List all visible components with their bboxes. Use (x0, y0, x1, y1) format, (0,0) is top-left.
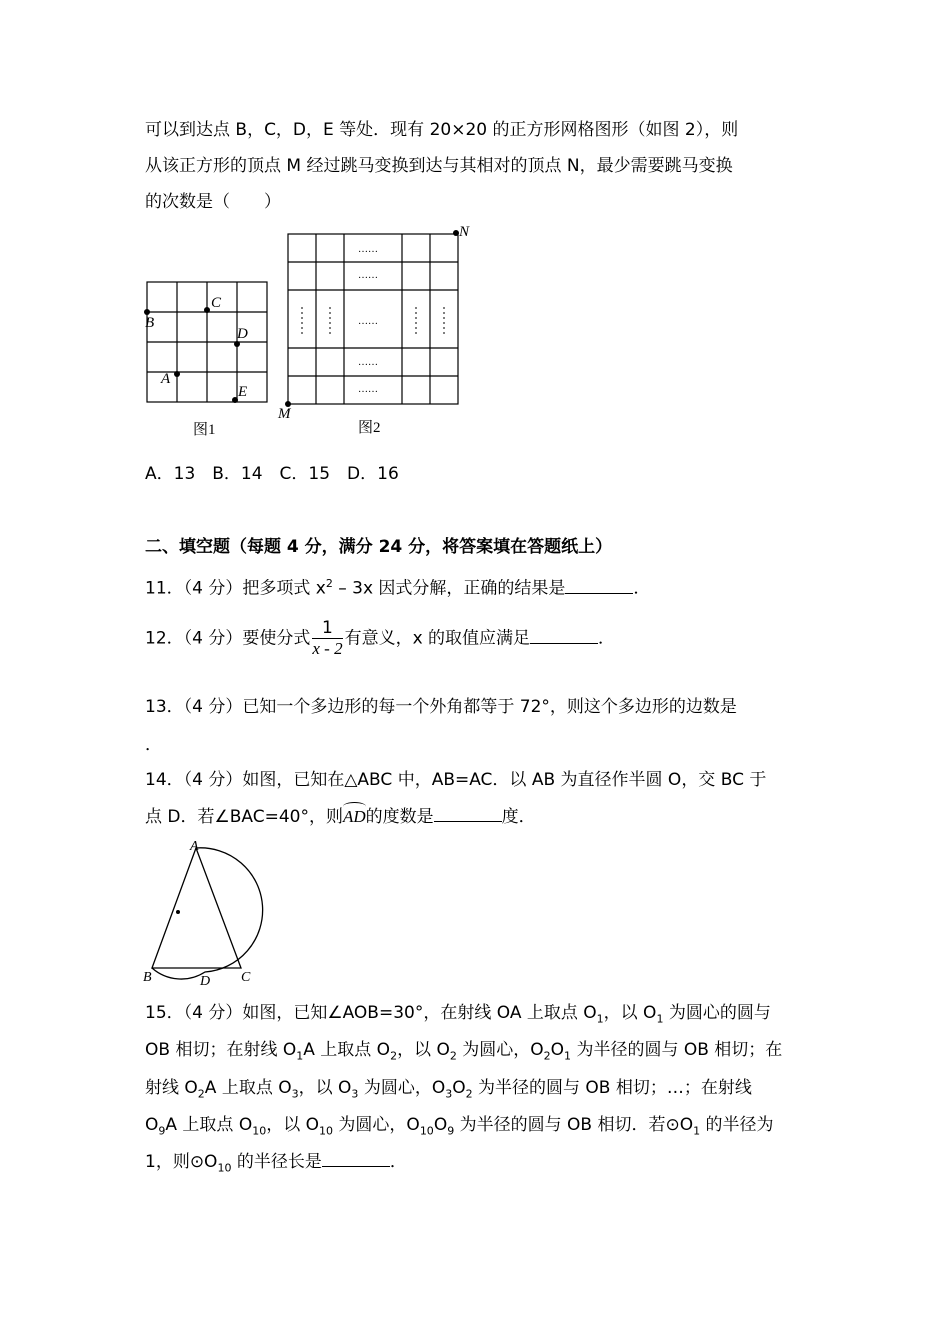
label-d: D (237, 326, 248, 342)
figure-2 (275, 222, 475, 437)
label-a: A (190, 839, 199, 854)
point-c (204, 307, 210, 313)
figure-1 (140, 275, 280, 440)
svg-text:……: …… (358, 244, 378, 255)
svg-text:……: …… (358, 316, 378, 327)
fig1-caption: 图1 (193, 422, 216, 438)
label-a: A (161, 371, 171, 387)
q15-line4: $O_9A$ 上取点 $O_{10}$，以 $O_{10}$ 为圆心，$O_{10}O_9$ 为半径的圆与 OB 相切．若$⊙O_1$ 的半径为 (145, 1115, 774, 1138)
label-b: B (145, 315, 155, 331)
q15-line1: 15．（4 分）如图，已知∠AOB=30°，在射线 OA 上取点 $O_1$，以 $O_1$ 为圆心的圆与 (145, 1003, 771, 1026)
label-e: E (238, 384, 248, 400)
q15-line3: 射线 $O_2A$ 上取点 $O_3$，以 $O_3$ 为圆心，$O_3O_2$ 为半径的圆与 OB 相切；…；在射线 (145, 1078, 752, 1101)
q13-line2: ． (145, 735, 162, 755)
figure-q14 (140, 838, 265, 988)
svg-text:……: …… (358, 270, 378, 281)
label-b: B (143, 970, 152, 985)
label-n: N (459, 224, 470, 240)
point-a (174, 371, 180, 377)
arc-ad: AD (343, 805, 366, 829)
q11: 11．（4 分）把多项式 $x^2 - 3x$ 因式分解，正确的结果是 ． (145, 577, 651, 599)
q10-choices: A．13 B．14 C．15 D．16 (145, 464, 399, 484)
q14-line1: 14．（4 分）如图，已知在△ABC 中，AB=AC．以 AB 为直径作半圆 O，交 BC 于 (145, 770, 767, 790)
svg-text:……: …… (358, 384, 378, 395)
label-d: D (200, 974, 211, 988)
svg-text:……: …… (358, 357, 378, 368)
label-m: M (278, 406, 291, 422)
q15-line2: OB 相切；在射线 $O_1A$ 上取点 $O_2$，以 $O_2$ 为圆心，$O_2O_1$ 为半径的圆与 OB 相切；在 (145, 1040, 783, 1063)
fig2-caption: 图2 (358, 420, 381, 436)
q10-line3: 的次数是（ ） (145, 192, 281, 212)
fraction: $\frac{1}{x - 2}$ (312, 618, 343, 658)
q13-line1: 13．（4 分）已知一个多边形的每一个外角都等于 72°，则这个多边形的边数是 (145, 697, 737, 717)
label-c: C (241, 970, 251, 985)
q10-line1: 可以到达点 B，C，D，E 等处．现有 20×20 的正方形网格图形（如图 2），则 (145, 120, 739, 140)
section2-title: 二、填空题（每题 4 分，满分 24 分，将答案填在答题纸上） (145, 537, 613, 557)
label-c: C (211, 295, 222, 311)
q12: 12．（4 分）要使分式 $\frac{1}{x - 2}$ 有意义，x 的取值应满足 ． (145, 618, 616, 658)
q14-line2: 点 D．若∠BAC=40°，则AD的度数是 度． (145, 807, 536, 827)
q10-line2: 从该正方形的顶点 M 经过跳马变换到达与其相对的顶点 N，最少需要跳马变换 (145, 156, 733, 176)
q15-line5: 1，则$⊙O_{10}$ 的半径长是 ． (145, 1152, 407, 1175)
